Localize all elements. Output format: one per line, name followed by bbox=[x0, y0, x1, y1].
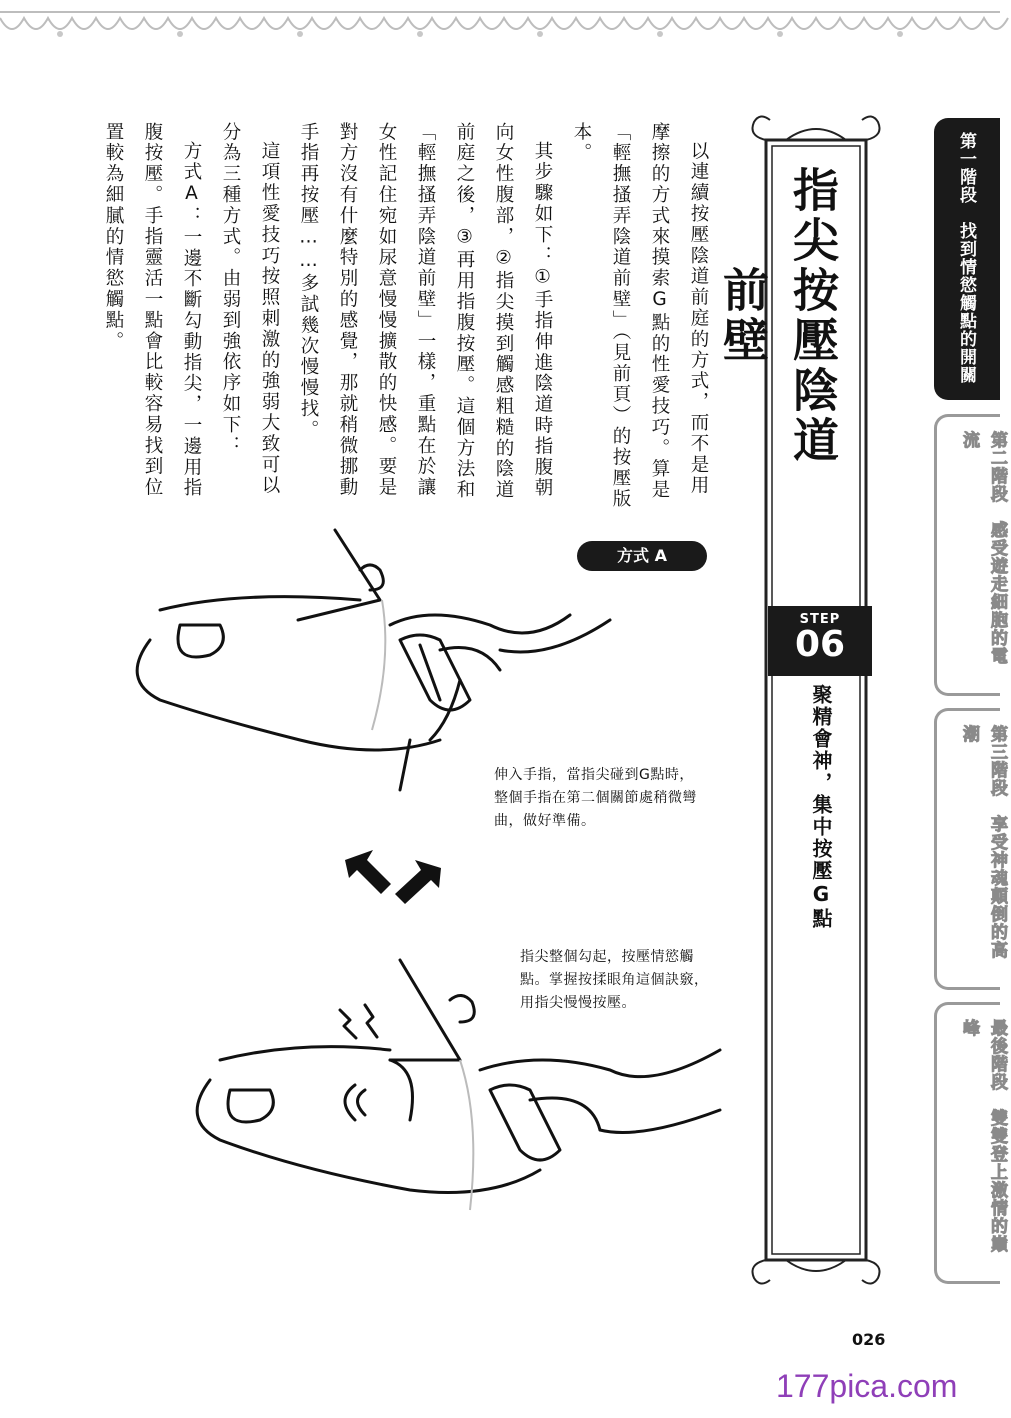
hand-illustration-b bbox=[190, 950, 750, 1250]
body-paragraph-2: 其步驟如下：①手指伸進陰道時指腹朝向女性腹部，②指尖摸到觸感粗糙的陰道前庭之後，③再用指腹按壓。這個方法和「輕撫搔弄陰道前壁」一樣，重點在於讓女性記住宛如尿意慢慢擴散的快感。要是對方沒有什麼特別的感覺，那就稍微挪動手指再按壓……多試幾次慢慢找。 bbox=[298, 122, 553, 501]
tab-stage-2[interactable] bbox=[934, 414, 1007, 696]
body-paragraph-1: 以連續按壓陰道前庭的方式，而不是用摩擦的方式來摸索G點的性愛技巧。算是「輕撫搔弄陰道前壁」（見前頁）的按壓版本。 bbox=[571, 122, 709, 510]
body-paragraph-4: 方式A：一邊不斷勾動指尖，一邊用指腹按壓。手指靈活一點會比較容易找到位置較為細膩的情慾觸點。 bbox=[103, 122, 202, 499]
direction-arrows-icon bbox=[345, 850, 445, 920]
body-paragraph-3: 這項性愛技巧按照刺激的強弱大致可以分為三種方式。由弱到強依序如下： bbox=[220, 122, 280, 496]
method-a-badge: 方式 A bbox=[577, 541, 707, 571]
step-badge bbox=[768, 606, 872, 676]
tab-stage-4-label: 最後階段 雙雙登上激情的巔峰 bbox=[959, 1019, 1007, 1253]
page-number: 026 bbox=[852, 1330, 886, 1349]
step-number: 06 bbox=[794, 624, 846, 665]
tab-stage-1-label: 第一階段 找到情慾觸點的開關 bbox=[956, 132, 976, 384]
top-lace-ornament bbox=[0, 0, 1000, 60]
tab-stage-4[interactable] bbox=[934, 1002, 1007, 1284]
tab-stage-3[interactable] bbox=[934, 708, 1007, 990]
watermark: 177pica.com bbox=[776, 1368, 958, 1404]
tab-stage-3-label: 第三階段 享受神魂顛倒的高潮 bbox=[959, 725, 1007, 959]
caption-b: 指尖整個勾起，按壓情慾觸點。掌握按揉眼角這個訣竅，用指尖慢慢按壓。 bbox=[520, 949, 709, 1011]
tab-stage-1[interactable] bbox=[934, 118, 1000, 400]
body-text bbox=[103, 122, 718, 512]
step-label: STEP bbox=[799, 612, 841, 627]
tab-stage-2-label: 第二階段 感受遊走細胞的電流 bbox=[959, 431, 1007, 665]
caption-a: 伸入手指，當指尖碰到G點時，整個手指在第二個關節處稍微彎曲，做好準備。 bbox=[494, 767, 697, 829]
step-subtitle: 聚精會神，集中按壓G點 bbox=[809, 684, 833, 930]
page-title: 指尖按壓陰道前壁 bbox=[716, 166, 840, 466]
